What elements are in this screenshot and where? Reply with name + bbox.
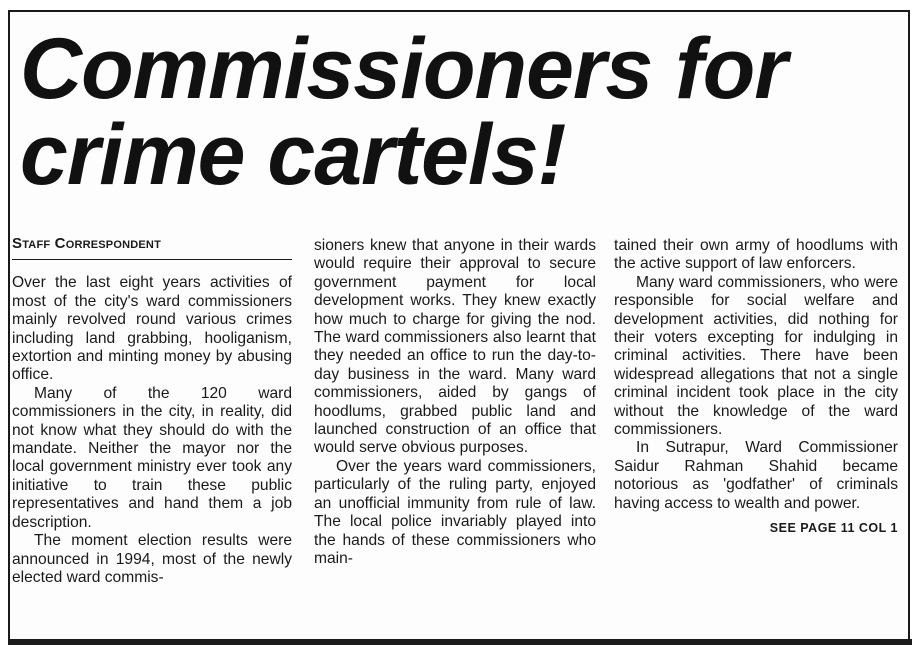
paragraph-2: Many of the 120 ward commissioners in the city, in reality, did not know what they should do with the mandate. Neither the mayor nor the local government ministry ever took any initiative to train these public representatives and hand them a job description.	[12, 384, 292, 531]
headline-line-1: Commissioners for	[20, 21, 787, 117]
paragraph-3-start: The moment election results were announced in 1994, most of the newly elected ward commis-	[12, 532, 292, 586]
continuation-jump-line: SEE PAGE 11 COL 1	[769, 521, 898, 536]
bottom-border-rule	[8, 639, 912, 645]
paragraph-6: In Sutrapur, Ward Commissioner Saidur Rahman Shahid became notorious as 'godfather' of criminals having access to wealth and power.	[614, 439, 898, 512]
paragraph-5: Many ward commissioners, who were responsible for social welfare and development activities, did nothing for their voters excepting for indulging in criminal activities. There have been widespread allegations that not a single criminal incident took place in the city without the knowledge of the ward commissioners.	[614, 273, 898, 439]
article-column-2	[314, 237, 596, 568]
byline: Staff Correspondent	[12, 235, 292, 260]
page-top-margin	[0, 0, 920, 4]
paragraph-4-start: Over the years ward commissioners, particularly of the ruling party, enjoyed an unofficial immunity from rule of law. The local police invariably played into the hands of these commissioners who main-	[314, 457, 596, 567]
paragraph-3-continued: sioners knew that anyone in their wards would require their approval to secure government payment for local development works. They knew exactly how much to charge for giving the nod. The ward commissioners also learnt that they needed an office to run the day-to-day business in the ward. Many ward commissioners, aided by gangs of hoodlums, grabbed public land and launched construction of an office that would serve obvious purposes.	[314, 237, 596, 457]
article-column-1	[12, 235, 292, 587]
paragraph-1: Over the last eight years activities of most of the city's ward commissioners mainly revolved round various crimes including land grabbing, hooliganism, extortion and minting money by abusing office.	[12, 274, 292, 384]
article-column-3	[614, 237, 898, 538]
headline-line-2: crime cartels!	[20, 107, 566, 203]
paragraph-4-continued: tained their own army of hoodlums with the active support of law enforcers.	[614, 237, 898, 273]
headline	[20, 21, 900, 203]
